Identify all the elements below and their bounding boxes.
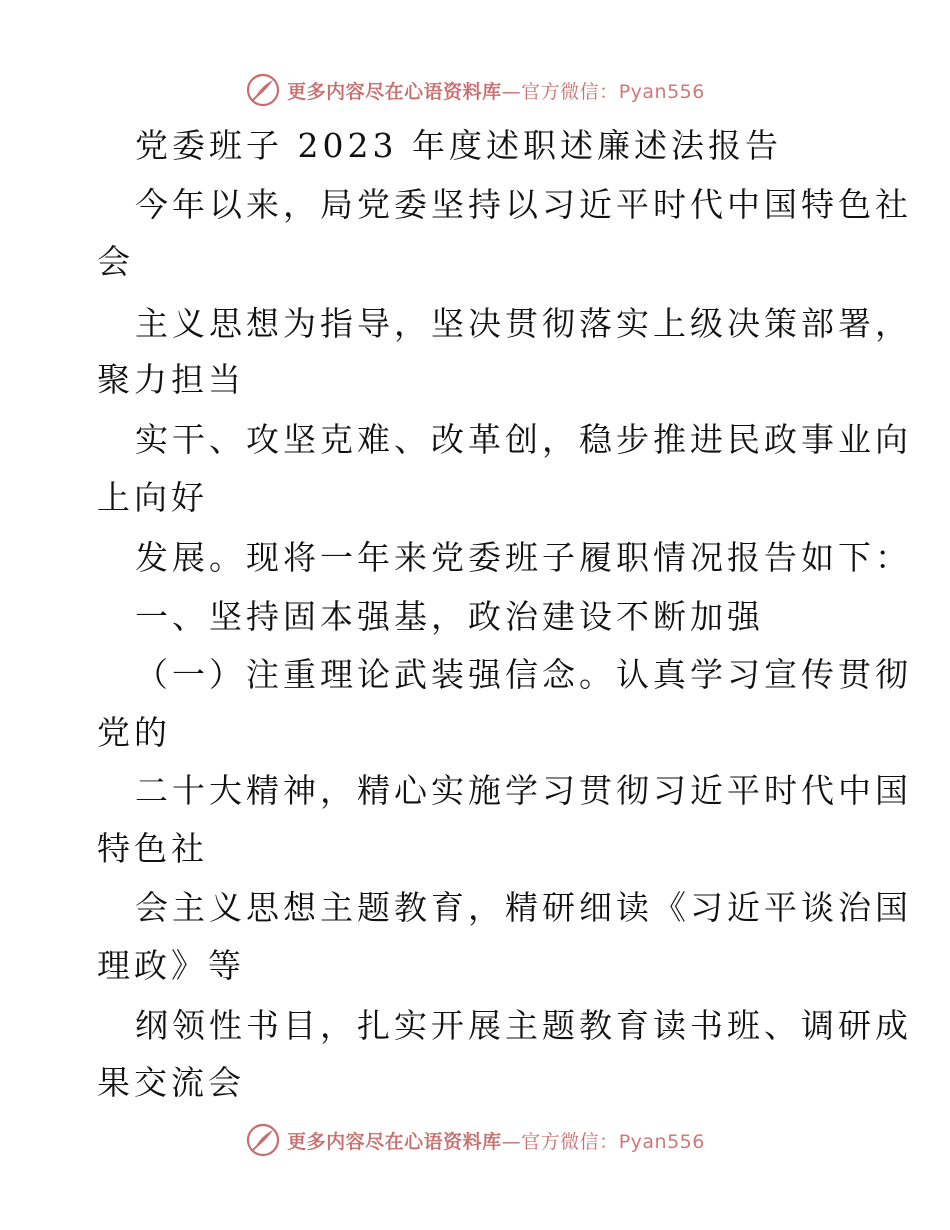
body-line: 会主义思想主题教育，精研细读《习近平谈治国 (135, 888, 912, 927)
watermark-main-text: 更多内容尽在心语资料库 (287, 80, 502, 103)
footer-watermark (0, 1120, 950, 1160)
section-heading: 一、坚持固本强基，政治建设不断加强 (135, 597, 764, 636)
body-line: 果交流会 (97, 1063, 245, 1102)
body-line: （一）注重理论武装强信念。认真学习宣传贯彻 (135, 655, 912, 694)
body-line: 发展。现将一年来党委班子履职情况报告如下： (135, 538, 912, 577)
body-line: 特色社 (97, 829, 208, 868)
watermark-contact-label: 官方微信： (521, 1130, 619, 1153)
body-line: 理政》等 (97, 946, 245, 985)
feather-pen-logo-icon (245, 72, 281, 108)
body-line: 纲领性书目，扎实开展主题教育读书班、调研成 (135, 1006, 912, 1045)
body-line: 今年以来，局党委坚持以习近平时代中国特色社 (135, 185, 912, 224)
feather-pen-logo-icon (245, 1122, 281, 1158)
body-line: 聚力担当 (97, 360, 245, 399)
watermark-contact-id: Pyan556 (618, 80, 705, 103)
body-line: 上向好 (97, 478, 208, 517)
watermark-main-text: 更多内容尽在心语资料库 (287, 1130, 502, 1153)
watermark-separator: — (501, 80, 522, 103)
watermark-separator: — (501, 1130, 522, 1153)
header-watermark (0, 70, 950, 110)
watermark-contact-id: Pyan556 (618, 1130, 705, 1153)
watermark-contact-label: 官方微信： (521, 80, 619, 103)
body-line: 党的 (97, 713, 171, 752)
body-line: 主义思想为指导，坚决贯彻落实上级决策部署， (135, 304, 912, 343)
body-line: 二十大精神，精心实施学习贯彻习近平时代中国 (135, 771, 912, 810)
body-line: 实干、攻坚克难、改革创，稳步推进民政事业向 (135, 420, 912, 459)
document-title: 党委班子 2023 年度述职述廉述法报告 (135, 126, 782, 165)
body-line: 会 (97, 242, 134, 281)
